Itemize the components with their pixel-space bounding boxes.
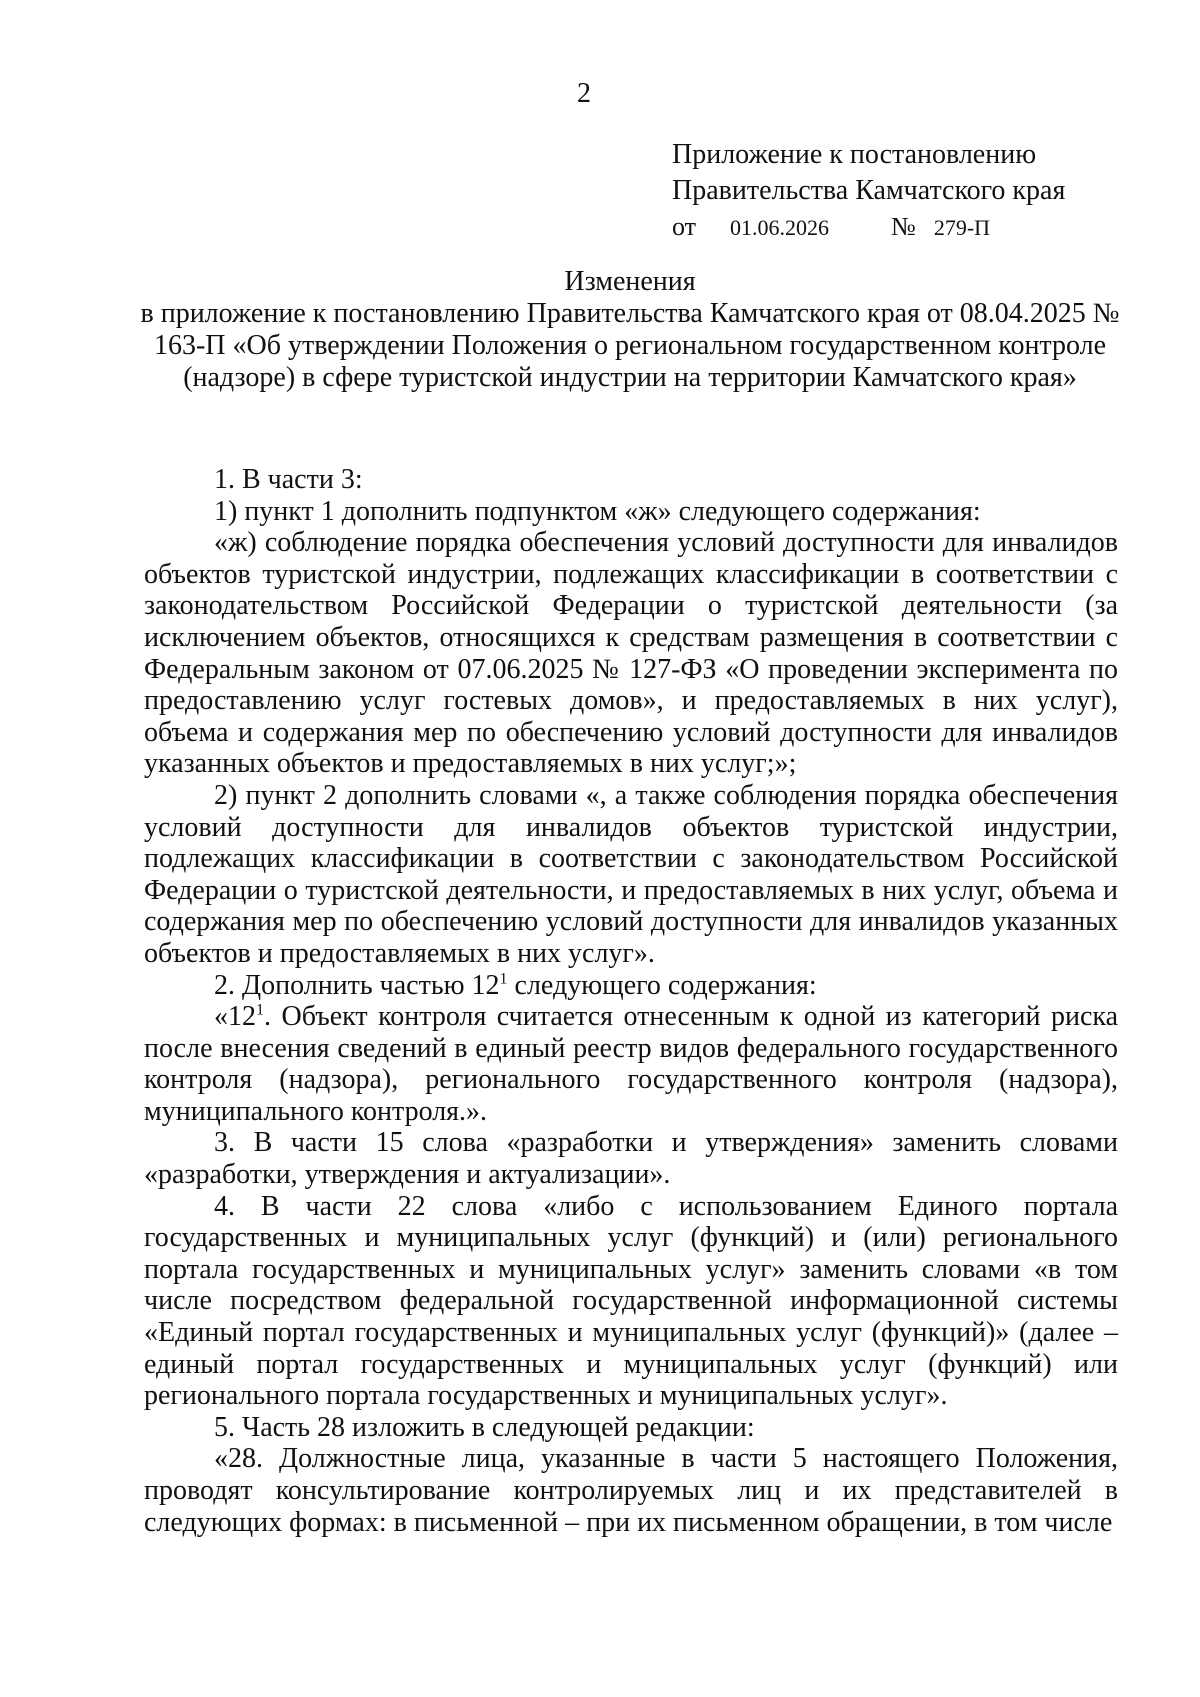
paragraph-4: 2) пункт 2 дополнить словами «, а также соблюдения порядка обеспечения условий доступности для инвалидов объектов туристской индустрии, подлежащих классификации в соответствии с законодательством Российской Федерации о туристской деятельности, и предоставляемых в них услуг, объема и содержания мер по обеспечению условий доступности для инвалидов указанных объектов и предоставляемых в них услуг». <box>144 779 1118 969</box>
appendix-number: 279-П <box>933 215 991 240</box>
appendix-date: 01.06.2026 <box>730 215 830 240</box>
paragraph-6-text-b: . Объект контроля считается отнесенным к одной из категорий риска после внесения сведений в единый реестр видов федерального государственного контроля (надзора), регионального государственного контроля (надзора), муниципального контроля.». <box>144 1001 1118 1127</box>
paragraph-5-superscript: 1 <box>499 970 508 988</box>
paragraph-9: 5. Часть 28 изложить в следующей редакции: <box>214 1411 755 1443</box>
paragraph-5-text-b: следующего содержания: <box>507 969 817 1001</box>
paragraph-1: 1. В части 3: <box>214 464 363 495</box>
appendix-ot-label: от <box>672 212 697 241</box>
paragraph-3: «ж) соблюдение порядка обеспечения условий доступности для инвалидов объектов туристской индустрии, подлежащих классификации в соответствии с законодательством Российской Федерации о туристской деятельности (за исключением объектов, относящихся к средствам размещения в соответствии с Федеральным законом от 07.06.2025 № 127-ФЗ «О проведении эксперимента по предоставлению услуг гостевых домов», и предоставляемых в них услуг), объема и содержания мер по обеспечению условий доступности для инвалидов указанных объектов и предоставляемых в них услуг;»; <box>144 527 1118 780</box>
paragraph-8: 4. В части 22 слова «либо с использованием Единого портала государственных и муниципальных услуг (функций) и (или) регионального портала государственных и муниципальных услуг» заменить словами «в том числе посредством федеральной государственной информационной системы «Единый портал государственных и муниципальных услуг (функций)» (далее – единый портал государственных и муниципальных услуг (функций) или регионального портала государственных и муниципальных услуг». <box>144 1190 1118 1412</box>
title-heading: Изменения <box>564 266 696 297</box>
paragraph-6-superscript: 1 <box>256 1001 264 1019</box>
appendix-date-line <box>672 209 1065 246</box>
document-body <box>144 464 1118 1538</box>
paragraph-10: «28. Должностные лица, указанные в части 5 настоящего Положения, проводят консультирование контролируемых лиц и их представителей в следующих формах: в письменной – при их письменном обращении, в том числе <box>144 1443 1118 1538</box>
paragraph-6-text-a: «12 <box>214 1001 256 1033</box>
title-text: в приложение к постановлению Правительства Камчатского края от 08.04.2025 № 163-П «Об утверждении Положения о региональном государственном контроле (надзоре) в сфере туристской индустрии на территории Камчатского края» <box>140 298 1120 393</box>
appendix-line-1: Приложение к постановлению <box>672 139 1037 170</box>
paragraph-6 <box>144 1001 1118 1127</box>
paragraph-2: 1) пункт 1 дополнить подпунктом «ж» следующего содержания: <box>214 495 981 527</box>
paragraph-5-text-a: 2. Дополнить частью 12 <box>214 969 500 1001</box>
appendix-number-sign: № <box>891 212 916 241</box>
document-title <box>130 266 1130 394</box>
page-number: 2 <box>577 78 591 109</box>
appendix-block <box>672 137 1065 246</box>
paragraph-5 <box>144 970 1118 1002</box>
appendix-line-2: Правительства Камчатского края <box>672 175 1066 206</box>
paragraph-7: 3. В части 15 слова «разработки и утверждения» заменить словами «разработки, утверждения и актуализации». <box>144 1127 1118 1191</box>
